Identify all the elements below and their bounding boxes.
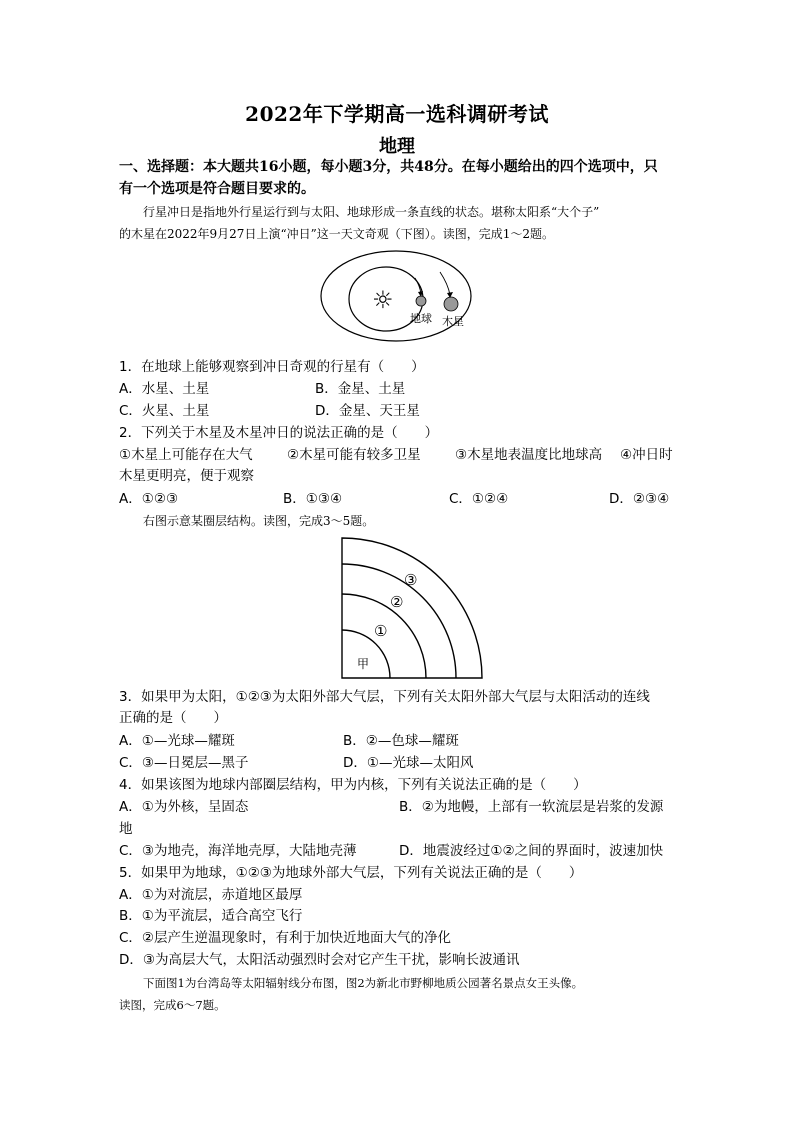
intro1-line2: 的木星在2022年9月27日上演“冲日”这一天文奇观（下图）。读图，完成1～2题。 xyxy=(119,227,554,241)
q4-option-b-cont: 地 xyxy=(119,821,133,837)
q4-option-c[interactable]: C．③为地壳，海洋地壳厚，大陆地壳薄 xyxy=(119,843,357,859)
opposition-figure xyxy=(318,248,488,348)
q4-stem: 4．如果该图为地球内部圈层结构，甲为内核，下列有关说法正确的是（ ） xyxy=(119,777,587,793)
q2-option-c[interactable]: C．①②④ xyxy=(449,491,509,507)
q3-stem-line2: 正确的是（ ） xyxy=(119,710,227,726)
q4-option-b[interactable]: B．②为地幔，上部有一软流层是岩浆的发源 xyxy=(399,799,664,815)
layer-1-label: ① xyxy=(374,622,388,640)
q5-option-d[interactable]: D．③为高层大气，太阳活动强烈时会对它产生干扰，影响长波通讯 xyxy=(119,952,520,968)
earth-label: 地球 xyxy=(410,312,432,325)
q5-option-c[interactable]: C．②层产生逆温现象时，有利于加快近地面大气的净化 xyxy=(119,930,452,946)
q1-option-b[interactable]: B．金星、土星 xyxy=(315,381,406,397)
q3-option-c[interactable]: C．③—日冕层—黑子 xyxy=(119,755,249,771)
q2-stem: 2．下列关于木星及木星冲日的说法正确的是（ ） xyxy=(119,425,439,441)
earth-marker xyxy=(416,296,426,306)
q5-stem: 5．如果甲为地球，①②③为地球外部大气层，下列有关说法正确的是（ ） xyxy=(119,865,583,881)
section-heading-line1: 一、选择题：本大题共16小题，每小题3分，共48分。在每小题给出的四个选项中，只 xyxy=(119,159,658,175)
layer-3-label: ③ xyxy=(404,571,418,589)
q1-stem: 1．在地球上能够观察到冲日奇观的行星有（ ） xyxy=(119,359,425,375)
jupiter-label: 木星 xyxy=(442,315,464,328)
q2-option-a[interactable]: A．①②③ xyxy=(119,491,179,507)
jupiter-direction-arrow xyxy=(440,272,450,295)
sphere-layers-figure xyxy=(338,534,486,682)
q1-option-c[interactable]: C．火星、土星 xyxy=(119,403,210,419)
q2-option-d[interactable]: D．②③④ xyxy=(609,491,670,507)
q2-statement-4: ④冲日时 xyxy=(620,447,673,463)
q4-option-a[interactable]: A．①为外核，呈固态 xyxy=(119,799,249,815)
jupiter-marker xyxy=(444,297,458,311)
q3-option-b[interactable]: B．②—色球—耀斑 xyxy=(343,733,459,749)
sun-icon: ☼ xyxy=(372,286,394,314)
q5-option-a[interactable]: A．①为对流层，赤道地区最厚 xyxy=(119,887,303,903)
q2-statement-2: ②木星可能有较多卫星 xyxy=(287,447,421,463)
q4-option-d[interactable]: D．地震波经过①②之间的界面时，波速加快 xyxy=(399,843,664,859)
intro3-line2: 读图，完成6～7题。 xyxy=(119,998,226,1012)
section-heading-line2: 有一个选项是符合题目要求的。 xyxy=(119,181,315,197)
q1-option-d[interactable]: D．金星、天王星 xyxy=(315,403,420,419)
q2-statement-3: ③木星地表温度比地球高 xyxy=(455,447,603,463)
q2-statement-1: ①木星上可能存在大气 xyxy=(119,447,253,463)
layer-2-label: ② xyxy=(390,593,404,611)
exam-subject: 地理 xyxy=(379,136,415,157)
exam-title: 2022年下学期高一选科调研考试 xyxy=(245,102,549,126)
intro2-line1: 右图示意某圈层结构。读图，完成3～5题。 xyxy=(143,514,375,528)
intro3-line1: 下面图1为台湾岛等太阳辐射线分布图，图2为新北市野柳地质公园著名景点女王头像。 xyxy=(143,976,584,990)
q3-option-d[interactable]: D．①—光球—太阳风 xyxy=(343,755,474,771)
q5-option-b[interactable]: B．①为平流层，适合高空飞行 xyxy=(119,908,303,924)
q2-option-b[interactable]: B．①③④ xyxy=(283,491,343,507)
q2-statement-4-cont: 木星更明亮，便于观察 xyxy=(119,468,254,484)
intro1-line1: 行星冲日是指地外行星运行到与太阳、地球形成一条直线的状态。堪称太阳系“大个子” xyxy=(143,205,600,219)
q3-option-a[interactable]: A．①—光球—耀斑 xyxy=(119,733,235,749)
q1-option-a[interactable]: A．水星、土星 xyxy=(119,381,210,397)
q3-stem-line1: 3．如果甲为太阳，①②③为太阳外部大气层，下列有关太阳外部大气层与太阳活动的连线 xyxy=(119,689,650,705)
core-label: 甲 xyxy=(357,657,370,671)
